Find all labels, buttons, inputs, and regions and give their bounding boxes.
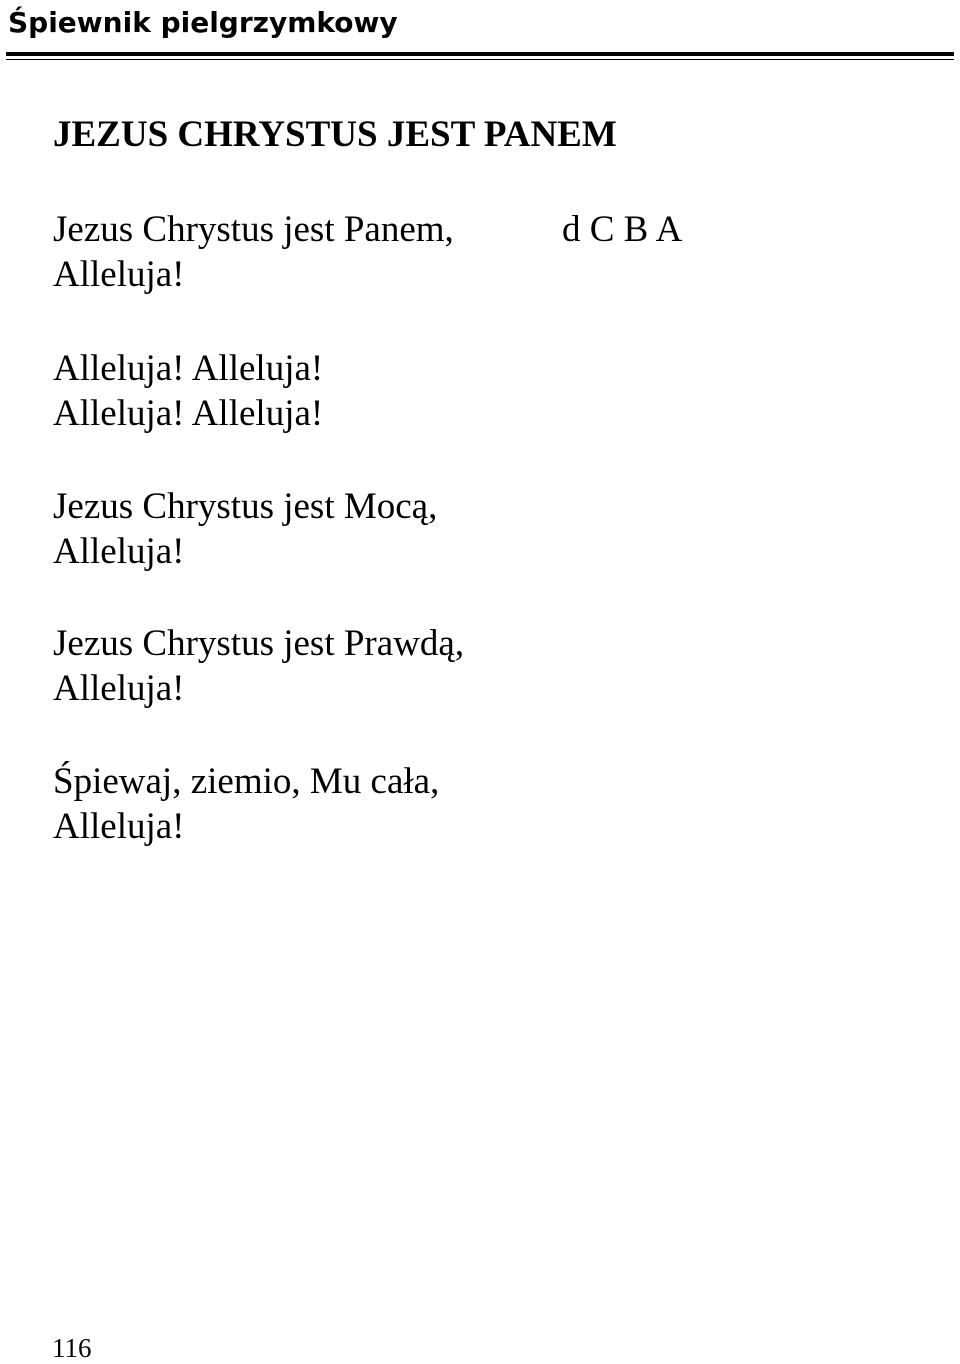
verse-line: Jezus Chrystus jest Mocą, <box>53 486 438 527</box>
verse-2 <box>53 484 437 574</box>
running-header-title: Śpiewnik pielgrzymkowy <box>8 6 398 39</box>
header-rule-thick <box>6 52 954 56</box>
verse-4 <box>53 759 439 849</box>
verse-line: Alleluja! <box>53 531 185 572</box>
verse-1 <box>53 207 454 297</box>
verse-line: Alleluja! <box>53 668 185 709</box>
header-rule-thin <box>6 59 954 60</box>
verse-line: Śpiewaj, ziemio, Mu cała, <box>53 761 440 802</box>
page-number: 116 <box>52 1333 92 1363</box>
verse-line: Alleluja! Alleluja! <box>53 348 324 389</box>
verse-line: Alleluja! Alleluja! <box>53 393 324 434</box>
verse-line: Jezus Chrystus jest Panem, <box>53 209 454 250</box>
refrain <box>53 346 323 436</box>
verse-line: Jezus Chrystus jest Prawdą, <box>53 623 465 664</box>
verse-line: Alleluja! <box>53 806 185 847</box>
verse-3 <box>53 621 464 711</box>
song-title: JEZUS CHRYSTUS JEST PANEM <box>53 114 617 155</box>
verse-line: Alleluja! <box>53 254 185 295</box>
chord-symbols: d C B A <box>562 209 683 250</box>
